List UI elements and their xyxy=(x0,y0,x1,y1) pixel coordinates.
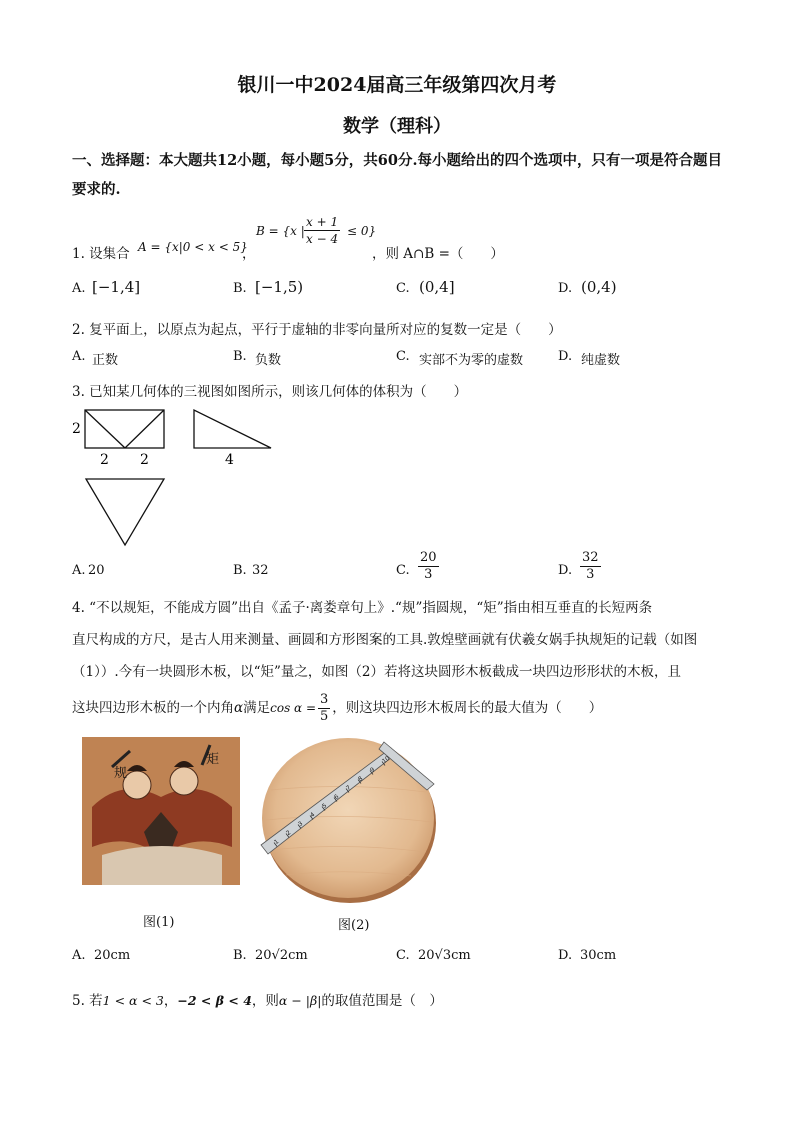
q4-cos-fraction xyxy=(318,692,330,725)
q4-line-3: （1））.今有一块圆形木板，以“矩”量之，如图（2）若将这块圆形木板截成一块四边形形状的木板，且 xyxy=(72,664,682,680)
question-3: 3. 已知某几何体的三视图如图所示，则该几何体的体积为（ ） xyxy=(72,384,468,400)
fuxi-face xyxy=(123,771,151,799)
q1-suffix: ，则 A∩B =（ ） xyxy=(372,246,504,262)
q3-option-c-den: 3 xyxy=(424,567,433,582)
ruler-mark-label: 5 xyxy=(320,802,329,811)
q1-set-a: A = {x|0 < x < 5} xyxy=(138,240,248,254)
dim-width-2: 2 xyxy=(140,452,149,468)
q3-options xyxy=(72,550,732,592)
ruler-mark-label: 2 xyxy=(284,829,293,838)
q3-option-c-fraction xyxy=(418,550,439,583)
question-1 xyxy=(72,212,732,268)
q1-frac-num: x + 1 xyxy=(306,215,339,229)
q5-cond-2: −2 < β < 4 xyxy=(177,993,252,1008)
q4-cos: cos α = xyxy=(270,701,317,715)
q1-option-c-label: C. xyxy=(396,281,410,296)
q4-options xyxy=(72,948,732,968)
q2-option-a-label: A. xyxy=(72,349,86,364)
q1-option-d: (0,4) xyxy=(581,278,617,296)
q1-fraction xyxy=(304,214,340,247)
dim-height: 2 xyxy=(72,421,81,437)
front-view-diag-2 xyxy=(125,410,164,448)
front-view-diag-1 xyxy=(85,410,125,448)
mural-skirt xyxy=(102,846,222,885)
ruler-mark-label: 4 xyxy=(308,811,317,820)
figure-2-board xyxy=(256,730,441,908)
q4-option-c-label: C. xyxy=(396,948,410,963)
three-view-diagram xyxy=(70,405,280,550)
q3-option-d-fraction xyxy=(580,550,601,583)
page-subtitle: 数学（理科） xyxy=(343,116,451,137)
q3-option-c-num: 20 xyxy=(420,550,437,565)
q5-comma: ， xyxy=(163,993,178,1009)
q1-options xyxy=(72,278,732,301)
nuwa-face xyxy=(170,767,198,795)
q4-line-4-post: ，则这块四边形木板周长的最大值为（ ） xyxy=(332,700,603,716)
q3-option-d-label: D. xyxy=(558,563,573,578)
q3-option-b: 32 xyxy=(252,563,269,578)
q4-option-d-label: D. xyxy=(558,948,573,963)
dim-width-1: 2 xyxy=(100,452,109,468)
figure-1-caption: 图(1) xyxy=(143,915,175,930)
q4-alpha: α xyxy=(234,700,244,716)
ruler-mark-label: 1 xyxy=(272,838,281,847)
ruler-mark-label: 9 xyxy=(368,766,377,775)
q4-option-b-label: B. xyxy=(233,948,247,963)
q1-option-b-label: B. xyxy=(233,281,247,296)
ruler-mark-label: 7 xyxy=(344,784,353,793)
q1-option-d-label: D. xyxy=(558,281,573,296)
q1-set-b-left: B = {x | xyxy=(256,224,305,238)
page-title: 银川一中2024届高三年级第四次月考 xyxy=(237,74,557,96)
q3-option-d-den: 3 xyxy=(586,567,595,582)
q2-option-d: 纯虚数 xyxy=(581,353,621,368)
side-view xyxy=(194,410,271,448)
q1-option-b: [−1,5) xyxy=(255,278,304,296)
figure-1-mural xyxy=(82,737,240,885)
q1-option-c: (0,4] xyxy=(419,278,455,296)
mural-label-gui: 规 xyxy=(114,766,128,781)
q2-option-d-label: D. xyxy=(558,349,573,364)
q5-suffix: 的取值范围是（ ） xyxy=(321,993,443,1009)
q1-frac-den: x − 4 xyxy=(306,232,339,246)
q1-prefix: 1. 设集合 xyxy=(72,246,130,262)
q4-line-4-pre: 这块四边形木板的一个内角 xyxy=(72,700,234,716)
mural-illustration xyxy=(82,737,240,885)
q3-option-b-label: B. xyxy=(233,563,247,578)
q4-line-4 xyxy=(72,688,732,728)
ruler-mark-label: 10 xyxy=(380,754,392,766)
q4-option-d: 30cm xyxy=(580,948,617,963)
dim-side: 4 xyxy=(225,452,234,468)
q2-option-b-label: B. xyxy=(233,349,247,364)
section-heading: 一、选择题：本大题共12小题，每小题5分，共60分.每小题给出的四个选项中，只有一项是符合题目要求的. xyxy=(72,152,722,198)
q2-options xyxy=(72,349,732,369)
q2-option-c-label: C. xyxy=(396,349,410,364)
q4-line-2: 直尺构成的方尺，是古人用来测量、画圆和方形图案的工具.敦煌壁画就有伏羲女娲手执规矩的记载（如图 xyxy=(72,632,698,648)
q4-option-b: 20√2cm xyxy=(255,948,308,963)
question-5 xyxy=(72,989,443,1009)
question-2: 2. 复平面上，以原点为起点，平行于虚轴的非零向量所对应的复数一定是（ ） xyxy=(72,322,562,338)
front-view xyxy=(85,410,164,448)
q3-option-a: 20 xyxy=(88,563,105,578)
ruler-mark-label: 6 xyxy=(332,793,341,802)
q5-prefix: 5. 若 xyxy=(72,993,103,1009)
q3-option-a-label: A. xyxy=(72,563,86,578)
front-view-rect xyxy=(85,410,164,448)
q3-option-d-num: 32 xyxy=(582,550,599,565)
q5-expr: α − |β| xyxy=(278,993,322,1008)
q1-option-a: [−1,4] xyxy=(92,278,141,296)
question-4 xyxy=(72,592,732,728)
q1-set-b-right: ≤ 0} xyxy=(347,224,377,238)
q5-mid: ，则 xyxy=(251,993,279,1009)
mural-label-ju: 矩 xyxy=(206,752,220,767)
q4-line-4-mid: 满足 xyxy=(243,700,271,716)
q3-option-c-label: C. xyxy=(396,563,410,578)
q4-option-c: 20√3cm xyxy=(418,948,471,963)
q2-option-a: 正数 xyxy=(92,353,119,368)
q5-cond-1: 1 < α < 3 xyxy=(102,993,164,1008)
q4-line-1: 4. “不以规矩，不能成方圆”出自《孟子·离娄章句上》.“规”指圆规，“矩”指由相互垂直的长短两条 xyxy=(72,600,653,616)
q4-cos-den: 5 xyxy=(320,709,329,724)
q2-option-c: 实部不为零的虚数 xyxy=(419,353,524,368)
q1-comma: ， xyxy=(242,246,256,262)
q2-option-b: 负数 xyxy=(255,353,282,368)
q4-cos-num: 3 xyxy=(320,692,329,707)
ruler-mark-label: 3 xyxy=(296,820,305,829)
q4-option-a: 20cm xyxy=(94,948,131,963)
top-view xyxy=(86,479,164,545)
ruler-mark-label: 8 xyxy=(356,775,365,784)
q1-option-a-label: A. xyxy=(72,281,86,296)
figure-2-caption: 图(2) xyxy=(338,918,370,933)
q4-option-a-label: A. xyxy=(72,948,86,963)
